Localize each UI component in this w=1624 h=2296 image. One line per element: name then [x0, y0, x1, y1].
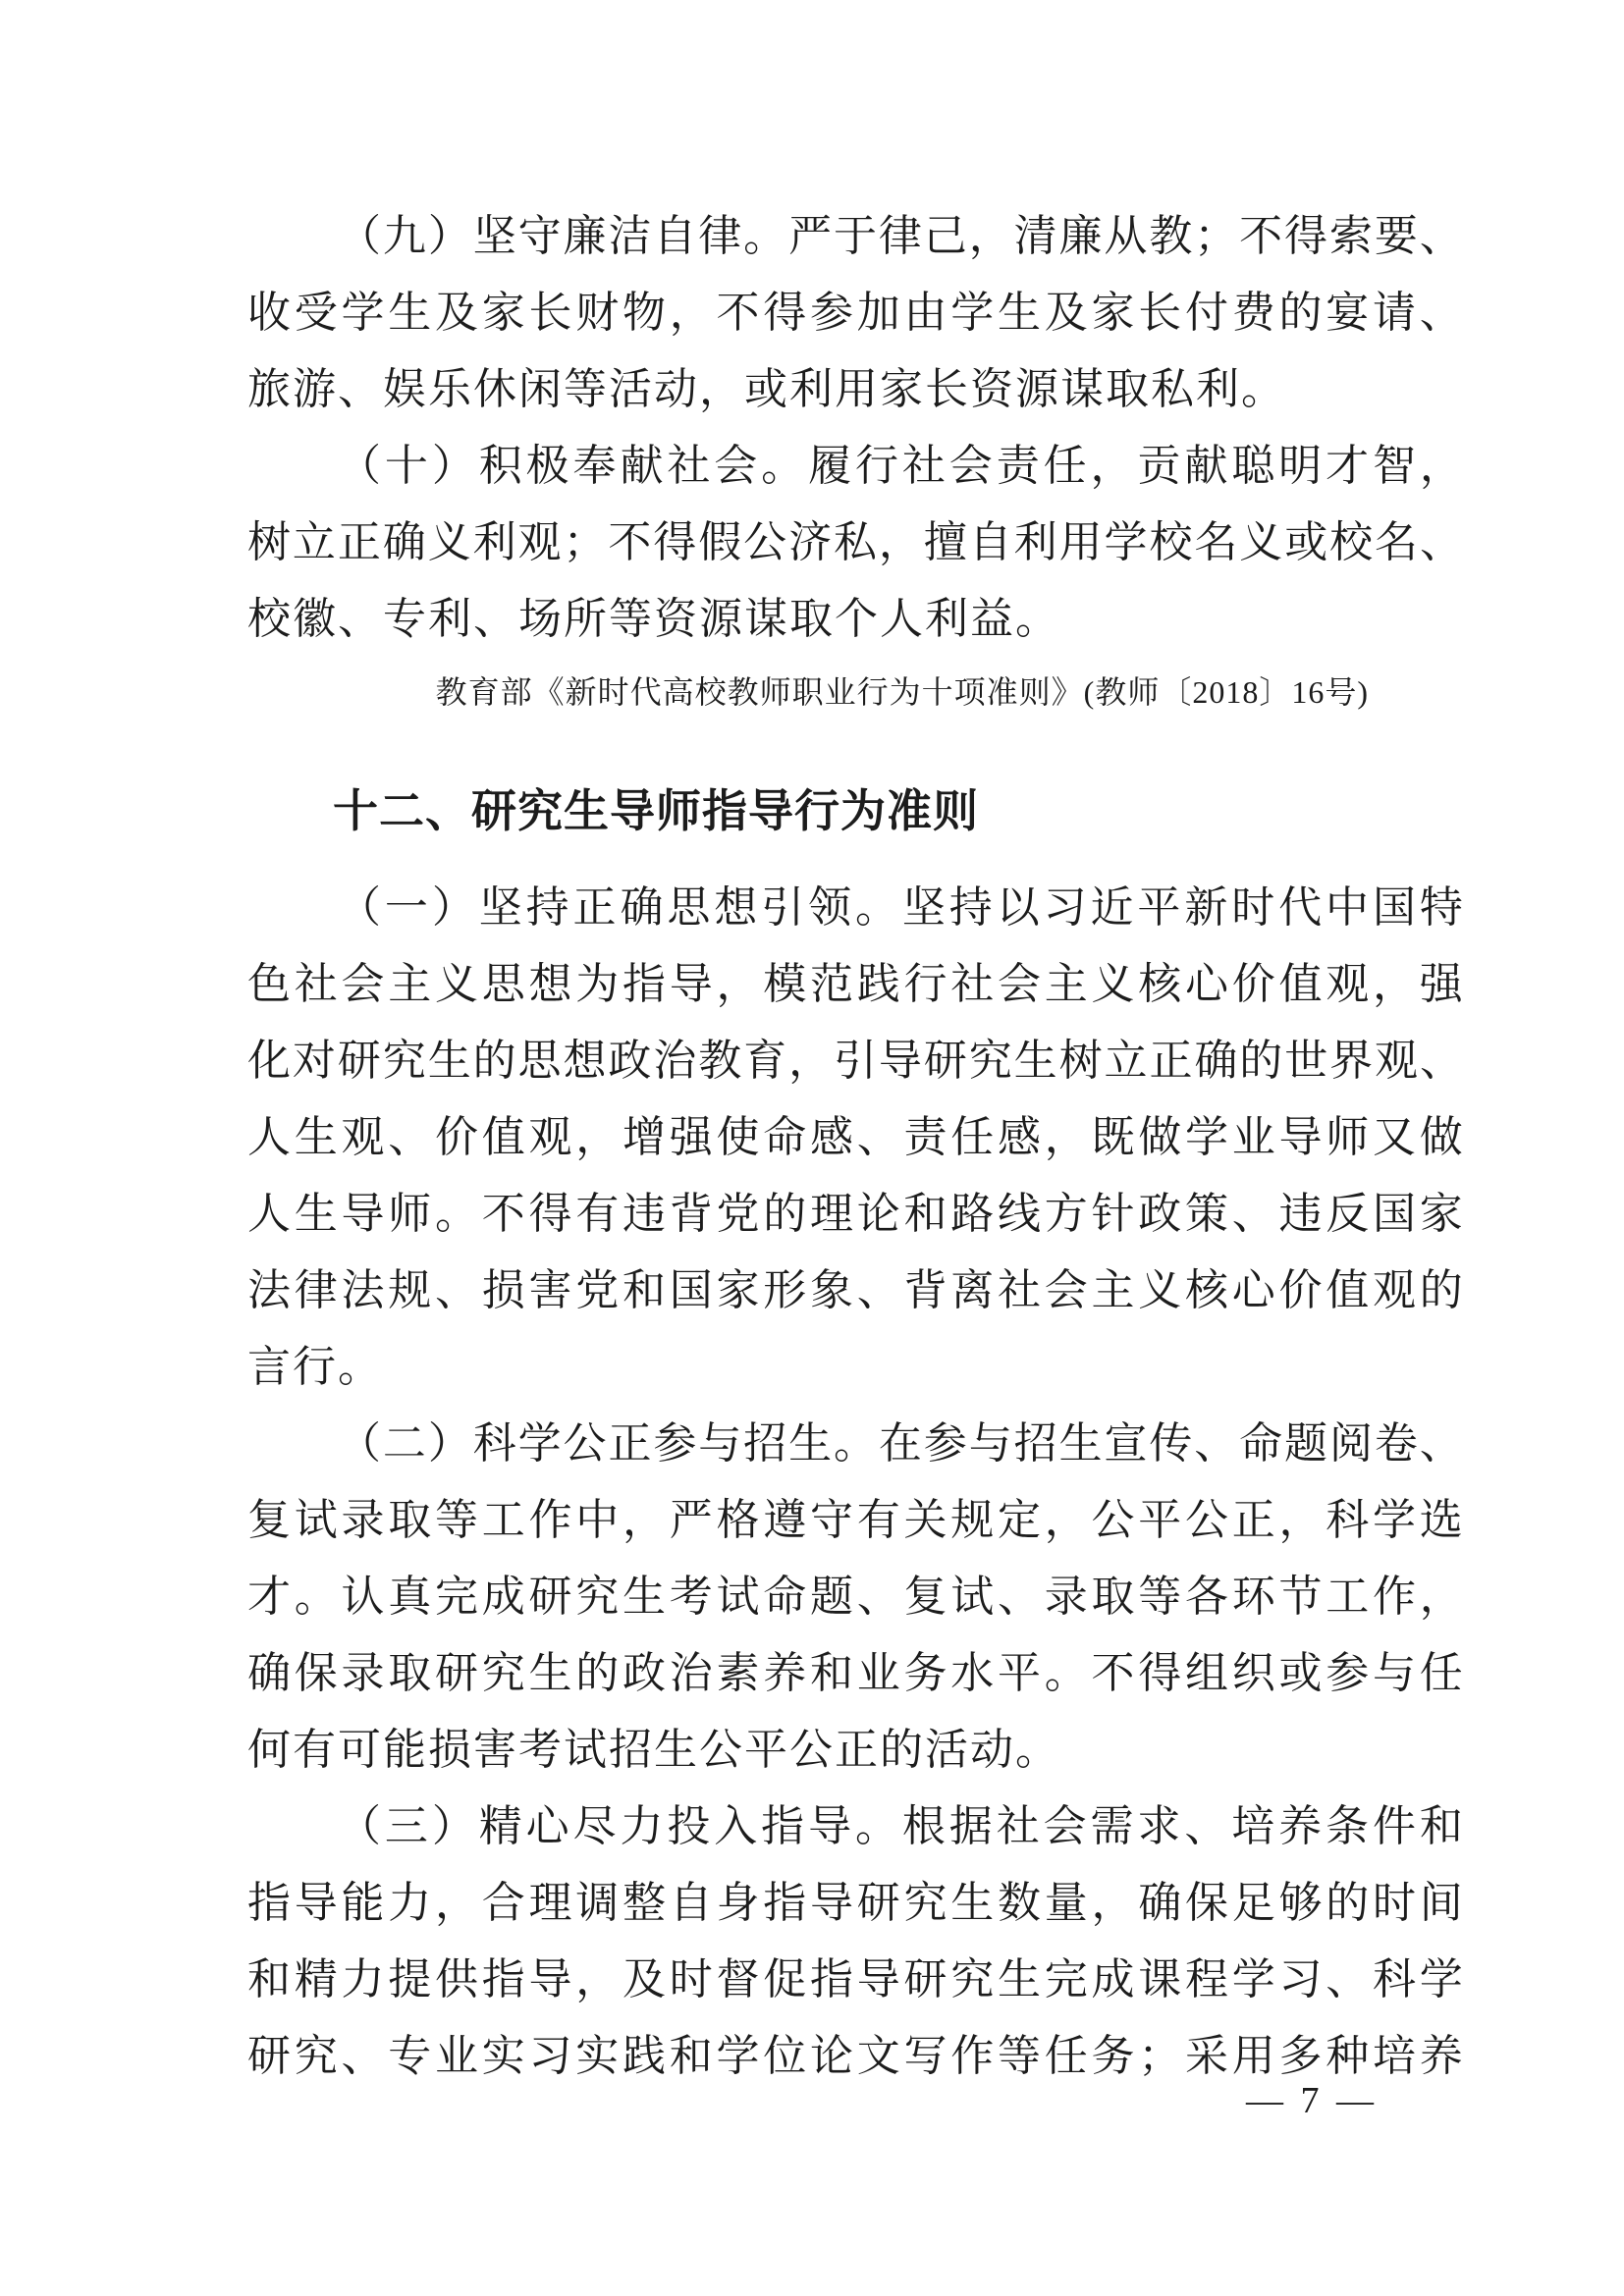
paragraph-clause-2	[247, 1406, 1463, 1789]
text-line: （ 三 ） 精 心 尽 力 投 入 指 导 。 根 据 社 会 需 求 、 培 养 条 件 和	[338, 1802, 1463, 1850]
section-heading: 十二、研究生导师指导行为准则	[333, 785, 979, 836]
citation-line: 教育部《新时代高校教师职业行为十项准则》(教师〔2018〕16号)	[435, 674, 1369, 710]
text-line: （ 九 ） 坚 守 廉 洁 自 律 。 严 于 律 己 ， 清 廉 从 教 ； 不 得 索 要 、	[338, 212, 1463, 260]
paragraph-clause-1	[247, 870, 1463, 1406]
text-line: 人 生 观 、 价 值 观 ， 增 强 使 命 感 、 责 任 感 ， 既 做 学 业 导 师 又 做	[247, 1113, 1463, 1161]
text-line: 树 立 正 确 义 利 观 ； 不 得 假 公 济 私 ， 擅 自 利 用 学 校 名 义 或 校 名 、	[247, 518, 1463, 566]
text-line: 复 试 录 取 等 工 作 中 ， 严 格 遵 守 有 关 规 定 ， 公 平 公 正 ， 科 学 选	[247, 1496, 1463, 1544]
text-line: 人 生 导 师 。 不 得 有 违 背 党 的 理 论 和 路 线 方 针 政 策 、 违 反 国 家	[247, 1190, 1463, 1238]
text-line: 研 究 、 专 业 实 习 实 践 和 学 位 论 文 写 作 等 任 务 ； 采 用 多 种 培 养	[247, 2032, 1463, 2080]
text-line: （ 十 ） 积 极 奉 献 社 会 。 履 行 社 会 责 任 ， 贡 献 聪 明 才 智 ，	[338, 442, 1463, 490]
text-line: 和 精 力 提 供 指 导 ， 及 时 督 促 指 导 研 究 生 完 成 课 程 学 习 、 科 学	[247, 1955, 1463, 2003]
text-line: 校徽、专利、场所等资源谋取个人利益。	[247, 595, 1060, 643]
text-line: 旅游、娱乐休闲等活动，或利用家长资源谋取私利。	[247, 365, 1286, 413]
top-paragraphs	[247, 198, 1463, 658]
text-line: 才 。 认 真 完 成 研 究 生 考 试 命 题 、 复 试 、 录 取 等 各 环 节 工 作 ，	[247, 1573, 1463, 1621]
text-line: 法 律 法 规 、 损 害 党 和 国 家 形 象 、 背 离 社 会 主 义 核 心 价 值 观 的	[247, 1266, 1463, 1314]
paragraph-clause-3	[247, 1789, 1463, 2095]
text-line: 何有可能损害考试招生公平公正的活动。	[247, 1726, 1060, 1774]
paragraph-clause-10	[247, 428, 1463, 658]
text-line: 言行。	[247, 1343, 383, 1391]
section-paragraphs	[247, 870, 1463, 2095]
text-line: 收 受 学 生 及 家 长 财 物 ， 不 得 参 加 由 学 生 及 家 长 付 费 的 宴 请 、	[247, 289, 1463, 337]
text-line: 色 社 会 主 义 思 想 为 指 导 ， 模 范 践 行 社 会 主 义 核 心 价 值 观 ， 强	[247, 960, 1463, 1008]
paragraph-clause-9	[247, 198, 1463, 428]
text-line: （ 一 ） 坚 持 正 确 思 想 引 领 。 坚 持 以 习 近 平 新 时 代 中 国 特	[338, 883, 1463, 932]
text-line: 指 导 能 力 ， 合 理 调 整 自 身 指 导 研 究 生 数 量 ， 确 保 足 够 的 时 间	[247, 1879, 1463, 1927]
text-line: 化 对 研 究 生 的 思 想 政 治 教 育 ， 引 导 研 究 生 树 立 正 确 的 世 界 观 、	[247, 1037, 1463, 1085]
text-line: 确 保 录 取 研 究 生 的 政 治 素 养 和 业 务 水 平 。 不 得 组 织 或 参 与 任	[247, 1649, 1463, 1697]
text-column	[247, 198, 1463, 2095]
text-line: （ 二 ） 科 学 公 正 参 与 招 生 。 在 参 与 招 生 宣 传 、 命 题 阅 卷 、	[338, 1419, 1463, 1468]
page-number: — 7 —	[1246, 2080, 1378, 2121]
